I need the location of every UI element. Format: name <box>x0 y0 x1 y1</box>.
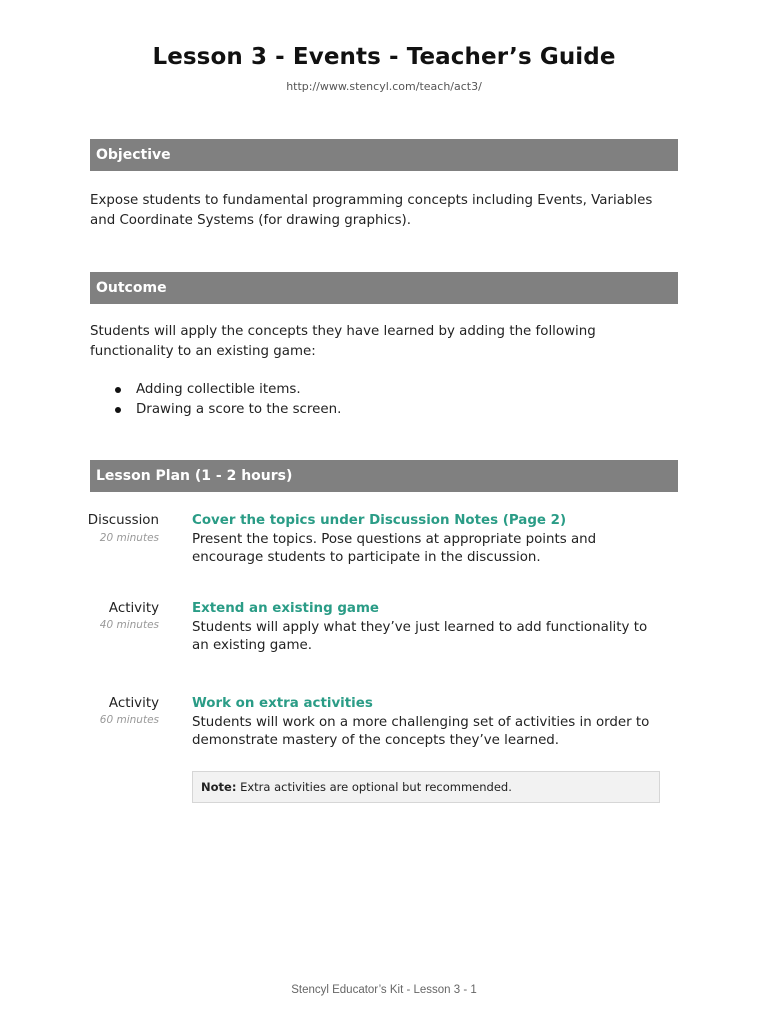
bullet-text: Adding collectible items. <box>136 382 301 397</box>
outcome-text: Students will apply the concepts they have learned by adding the following functionality to an existing game: <box>90 324 596 359</box>
plan-item-description: Present the topics. Pose questions at appropriate points and encourage students to participate in the discussion. <box>192 532 597 565</box>
plan-item-label: Activity <box>108 601 159 616</box>
lesson-plan-section-header: Lesson Plan (1 - 2 hours) <box>90 460 678 492</box>
plan-item-label: Activity <box>108 696 159 711</box>
note-box <box>192 771 660 803</box>
plan-item-duration: 60 minutes <box>99 714 159 726</box>
plan-item-duration: 40 minutes <box>99 619 159 631</box>
plan-item-heading: Cover the topics under Discussion Notes (Page 2) <box>192 513 567 528</box>
page-footer: Stencyl Educator’s Kit - Lesson 3 - 1 <box>291 984 477 996</box>
list-item <box>90 400 678 420</box>
bullet-icon <box>115 407 121 413</box>
outcome-bullet-list <box>90 380 678 420</box>
plan-item-duration: 20 minutes <box>99 532 159 544</box>
page-url: http://www.stencyl.com/teach/act3/ <box>286 80 482 93</box>
plan-item-heading: Extend an existing game <box>192 601 379 616</box>
bullet-text: Drawing a score to the screen. <box>136 402 342 417</box>
plan-item-heading: Work on extra activities <box>192 696 373 711</box>
page-title: Lesson 3 - Events - Teacher’s Guide <box>152 44 616 70</box>
bullet-icon <box>115 387 121 393</box>
note-text: Extra activities are optional but recommended. <box>240 780 512 794</box>
plan-item-description: Students will apply what they’ve just learned to add functionality to an existing game. <box>192 620 648 653</box>
objective-section-header: Objective <box>90 139 678 171</box>
note-label: Note: <box>201 780 237 794</box>
outcome-section-header: Outcome <box>90 272 678 304</box>
objective-text: Expose students to fundamental programming concepts including Events, Variables and Coordinate Systems (for drawing graphics). <box>90 193 653 228</box>
plan-item-description: Students will work on a more challenging set of activities in order to demonstrate mastery of the concepts they’ve learned. <box>192 715 650 748</box>
list-item <box>90 380 678 400</box>
plan-item-label: Discussion <box>87 513 159 528</box>
